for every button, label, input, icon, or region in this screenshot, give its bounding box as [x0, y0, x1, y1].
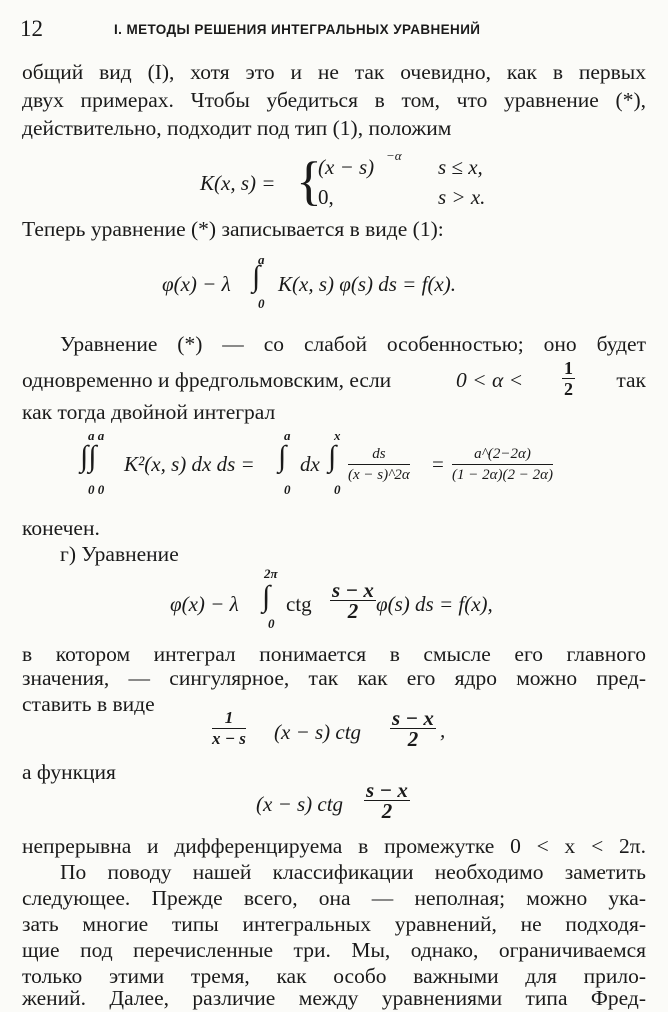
text-line: значения, — сингулярное, так как его ядро можно пред- — [22, 666, 646, 690]
text-line-with-condition: одновременно и фредгольмовским, если 0 < α < $\frac{1}{2}$ так — [22, 358, 646, 399]
text-line: Уравнение (*) — со слабой особенностью; оно будет — [60, 332, 646, 356]
text-line: непрерывна и дифференцируема в промежутке 0 < x < 2π. — [22, 834, 646, 858]
text-line: следующее. Прежде всего, она — неполная; можно ука- — [22, 886, 646, 910]
book-page: 12 I. МЕТОДЫ РЕШЕНИЯ ИНТЕГРАЛЬНЫХ УРАВНЕНИЙ общий вид (I), хотя это и не так очевидно, как в первых двух примерах. Чтобы убедиться в том, что уравнение (*), действительно, подходит под тип (1), положим K(x, s) = { (x − s) −α s ≤ x, 0, s > x. Теперь уравнение (*) записывается в виде (1): a φ(x) − λ ∫ 0 K(x, s) φ(s) ds = f(x). Уравнение (*) — со слабой особенностью; оно будет одновременно и фредгольмовским, если 0 < α < $\frac{1}{2}$ так как тогда двойной интеграл a a ∫∫ 0 0 K²(x, s) dx ds = a ∫ 0 dx x ∫ 0 $\frac{ds}{(x - s)\^{}2\alpha}$ = $\frac{a\^{}(2-2\alpha)}{(1 - 2\alpha)(2 - 2\alpha)}$ конечен. г) Уравнение 2π φ(x) − λ ∫ 0 ctg $\frac{s - x}{2}$ φ(s) ds = f(x), в котором интеграл понимается в смысле его главного значения, — сингулярное, так как его ядро можно пред- ставить в виде $\frac{1}{x - s}$ (x − s) ctg $\frac{s - x}{2}$ , а функция (x − s) ctg $\frac{s - x}{2}$ непрерывна и дифференцируема в промежутке 0 < x < 2π. По поводу нашей классификации необходимо заметить следующее. Прежде всего, она — неполная; можно ука- зать многие типы интегральных уравнений, не подходя- щие под перечисленные три. Мы, однако, ограничиваемся только этими тремя, как особо важными для прило- жений. Далее, различие между уравнениями типа Фред- — [20, 16, 646, 1010]
double-integral: a a ∫∫ 0 0 K²(x, s) dx ds = a ∫ 0 dx x ∫ 0 $\frac{ds}{(x - s)\^{}2\alpha}$ = $\frac{a\^{}(2-2\alpha)}{(1 - 2\alpha)(2 - 2\alpha)}$ — [80, 428, 553, 497]
text-line: действительно, подходит под тип (1), положим — [22, 116, 452, 140]
text-line: Теперь уравнение (*) записывается в виде (1): — [22, 217, 444, 241]
text-line: г) Уравнение — [60, 542, 179, 566]
text-line: конечен. — [22, 516, 100, 540]
page-number: 12 — [20, 16, 43, 41]
text-line: щие под перечисленные три. Мы, однако, ограничиваемся — [22, 938, 646, 962]
text-line: как тогда двойной интеграл — [22, 400, 276, 424]
text-line: ставить в виде — [22, 692, 155, 716]
text-line: По поводу нашей классификации необходимо заметить — [60, 860, 646, 884]
fredholm-equation: a φ(x) − λ ∫ 0 K(x, s) φ(s) ds = f(x). — [162, 252, 456, 311]
page-header — [20, 14, 648, 44]
text-line: двух примерах. Чтобы убедиться в том, что уравнение (*), — [22, 88, 646, 112]
text-line: только этими тремя, как особо важными для прило- — [22, 964, 646, 988]
text-line: общий вид (I), хотя это и не так очевидно, как в первых — [22, 60, 646, 84]
kernel-representation: $\frac{1}{x - s}$ (x − s) ctg $\frac{s - x}{2}$ , — [212, 706, 446, 751]
running-title: I. МЕТОДЫ РЕШЕНИЯ ИНТЕГРАЛЬНЫХ УРАВНЕНИЙ — [114, 21, 481, 37]
text-line: в котором интеграл понимается в смысле его главного — [22, 642, 646, 666]
text-line: а функция — [22, 760, 116, 784]
text-line: зать многие типы интегральных уравнений, не подходя- — [22, 912, 646, 936]
function-expression: (x − s) ctg $\frac{s - x}{2}$ — [256, 778, 408, 823]
singular-equation: 2π φ(x) − λ ∫ 0 ctg $\frac{s - x}{2}$ φ(s) ds = f(x), — [170, 566, 493, 631]
text-line: жений. Далее, различие между уравнениями типа Фред- — [22, 986, 646, 1010]
